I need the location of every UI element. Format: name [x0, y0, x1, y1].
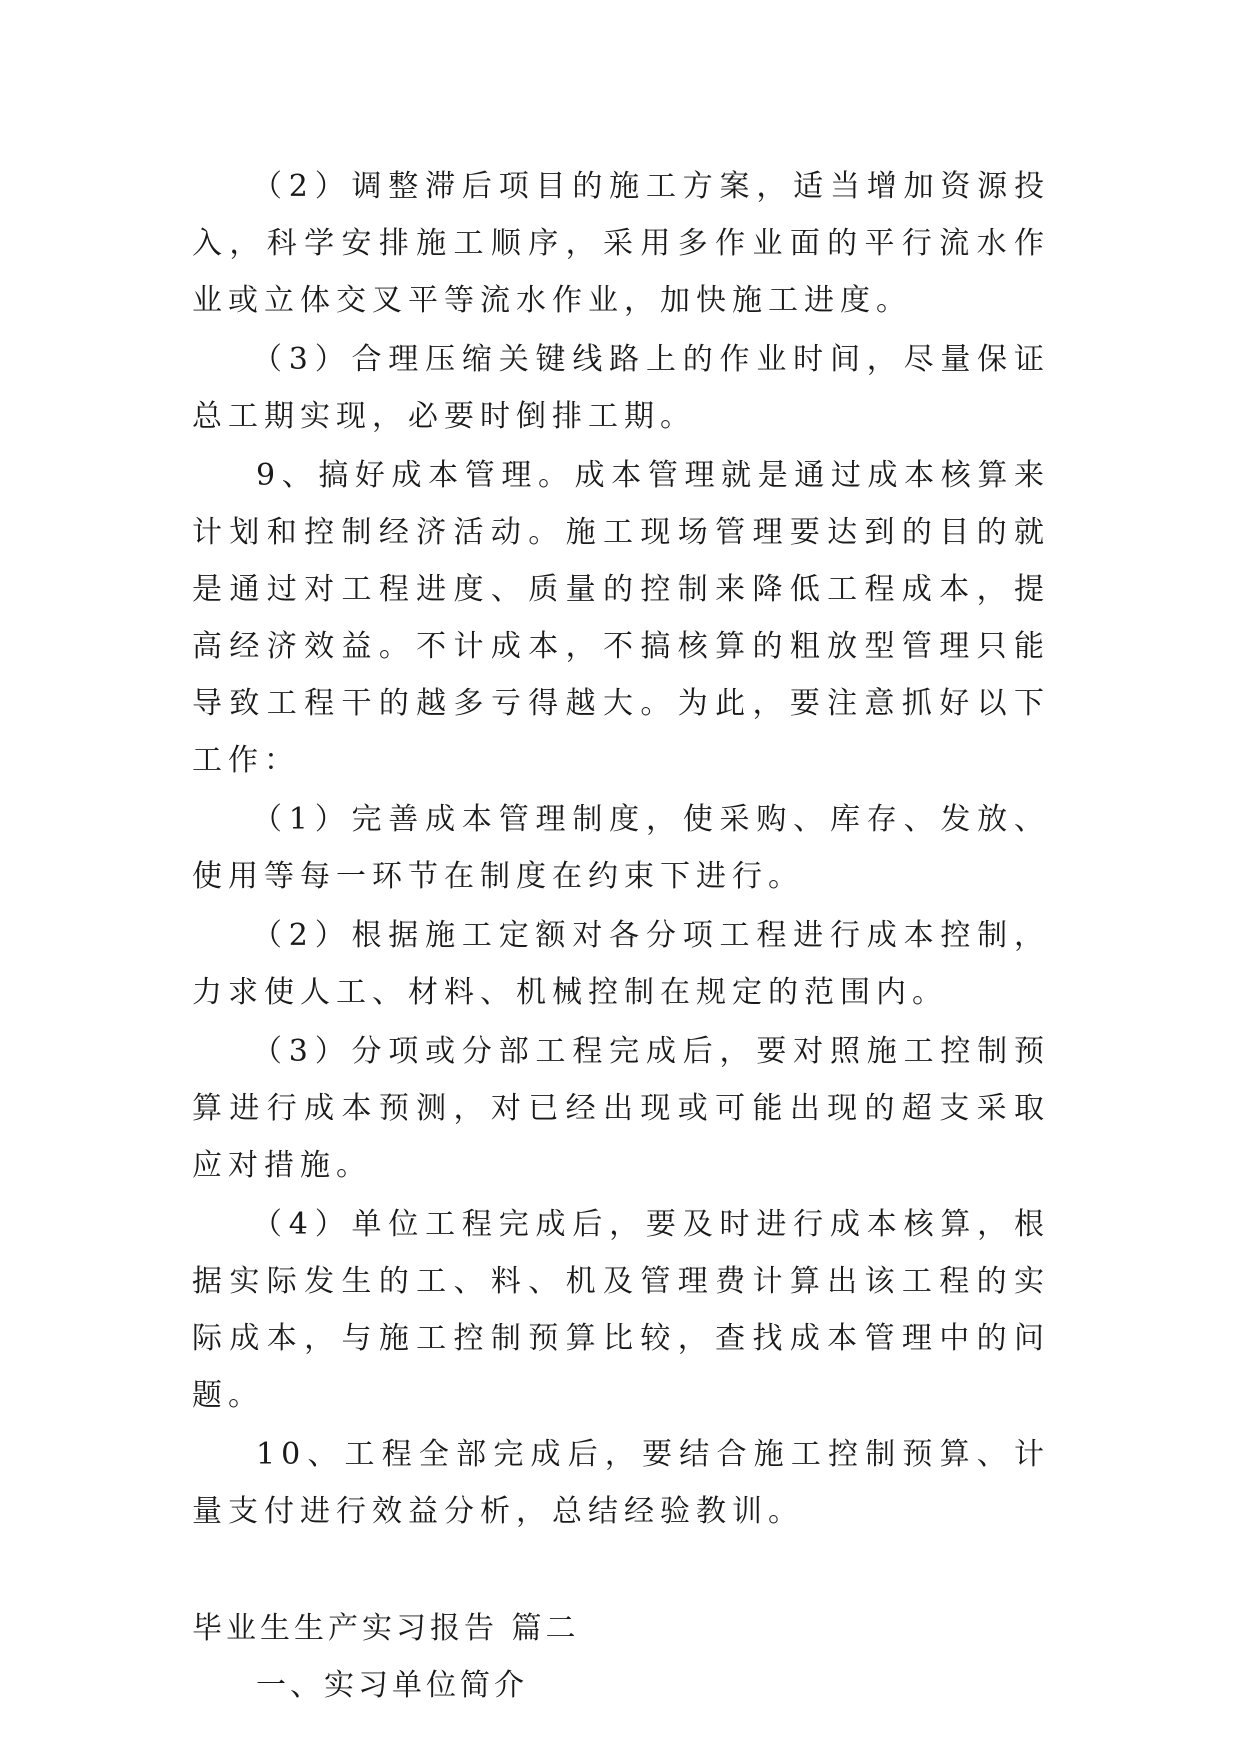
- section-title: 毕业生生产实习报告 篇二: [192, 1611, 580, 1646]
- paragraph-cost-accounting: （4）单位工程完成后，要及时进行成本核算，根据实际发生的工、料、机及管理费计算出该工程的实际成本，与施工控制预算比较，查找成本管理中的问题。: [192, 1207, 1050, 1413]
- paragraph-benefit-analysis: 10、工程全部完成后，要结合施工控制预算、计量支付进行效益分析，总结经验教训。: [192, 1437, 1050, 1529]
- paragraph-compress-critical-path: （3）合理压缩关键线路上的作业时间，尽量保证总工期实现，必要时倒排工期。: [192, 342, 1050, 434]
- sub-heading: 一、实习单位简介: [256, 1668, 528, 1703]
- document-page: [192, 158, 1050, 1714]
- paragraph-cost-management: 9、搞好成本管理。成本管理就是通过成本核算来计划和控制经济活动。施工现场管理要达到的目的就是通过对工程进度、质量的控制来降低工程成本，提高经济效益。不计成本，不搞核算的粗放型管理只能导致工程干的越多亏得越大。为此，要注意抓好以下工作：: [192, 458, 1050, 778]
- paragraph-adjust-plan: （2）调整滞后项目的施工方案，适当增加资源投入，科学安排施工顺序，采用多作业面的平行流水作业或立体交叉平等流水作业，加快施工进度。: [192, 169, 1050, 318]
- paragraph-cost-forecast: （3）分项或分部工程完成后，要对照施工控制预算进行成本预测，对已经出现或可能出现的超支采取应对措施。: [192, 1034, 1050, 1183]
- paragraph-cost-control: （2）根据施工定额对各分项工程进行成本控制，力求使人工、材料、机械控制在规定的范围内。: [192, 918, 1050, 1010]
- paragraph-cost-system: （1）完善成本管理制度，使采购、库存、发放、使用等每一环节在制度在约束下进行。: [192, 802, 1050, 894]
